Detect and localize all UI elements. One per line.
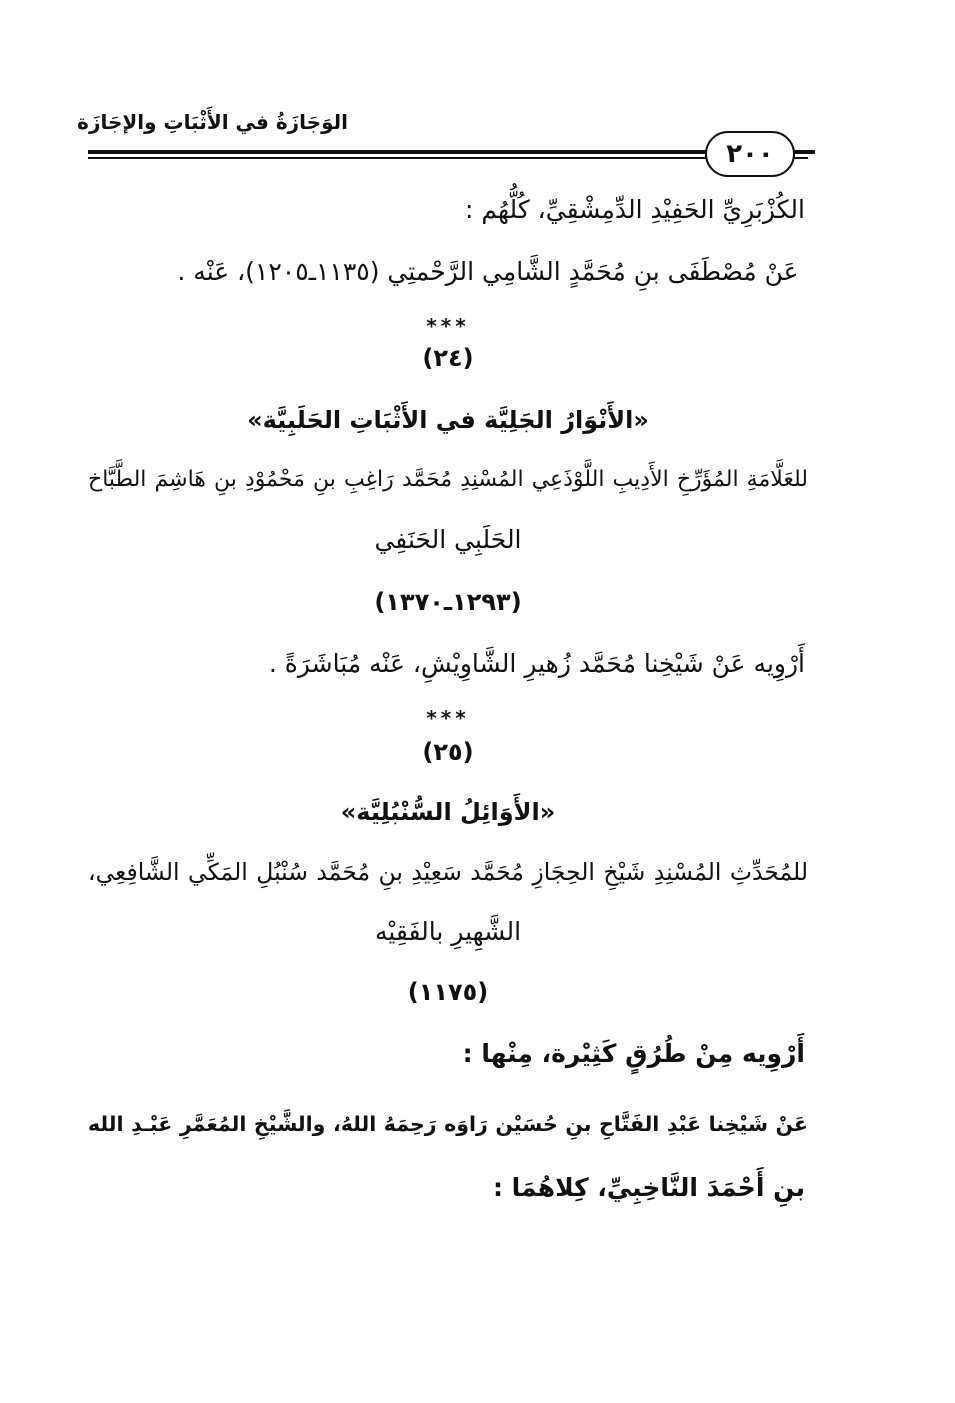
text-line: أَرْوِيه مِنْ طُرُقٍ كَثِيْرة، مِنْها : <box>462 1039 805 1068</box>
text-line: أَرْوِيه عَنْ شَيْخِنا مُحَمَّد زُهيرِ الشَّاوِيْشِ، عَنْه مُبَاشَرَةً . <box>268 649 805 678</box>
author-line: للمُحَدِّثِ المُسْنِدِ شَيْخِ الحِجَازِ مُحَمَّد سَعِيْدِ بنِ مُحَمَّد سُنْبُلِ المَكِّي الشَّافِعِي، <box>88 858 808 886</box>
author-dates: (١٢٩٣ـ١٣٧٠) <box>374 588 522 616</box>
section-separator: *** <box>426 314 470 338</box>
header-rule <box>88 150 808 154</box>
text-line: عَنْ شَيْخِنا عَبْدِ الفَتَّاحِ بنِ حُسَيْن رَاوَه رَحِمَهُ اللهُ، والشَّيْخِ المُعَمَّرِ عَبْـدِ الله <box>88 1112 808 1136</box>
section-separator: *** <box>426 706 470 730</box>
book-title: «الأَوَائِلُ السُّنْبُلِيَّة» <box>340 798 556 826</box>
running-title: الوَجَازَةُ في الأَثْبَاتِ والإجَازَة <box>77 110 348 134</box>
author-line: للعَلَّامَةِ المُؤَرِّخِ الأَدِيبِ اللَّوْذَعِي المُسْنِدِ مُحَمَّد رَاغِبِ بنِ مَحْمُوْدِ بنِ هَاشِمَ الطَّبَّاخ <box>88 467 808 492</box>
author-line: الحَلَبِي الحَنَفِي <box>374 525 522 554</box>
author-line: الشَّهِيرِ بالفَقِيْه <box>374 917 522 946</box>
text-line: بنِ أَحْمَدَ النَّاخِبِيِّ، كِلاهُمَا : <box>492 1173 805 1202</box>
page-number: ٢٠٠ <box>705 131 795 177</box>
text-line: عَنْ مُصْطَفَى بنِ مُحَمَّدٍ الشَّامِي الرَّحْمتِي (١١٣٥ـ١٢٠٥)، عَنْه . <box>177 257 799 286</box>
book-title: «الأَنْوَارُ الجَلِيَّة في الأَثْبَاتِ الحَلَبِيَّة» <box>247 406 649 434</box>
text-line: الكُزْبَرِيِّ الحَفِيْدِ الدِّمِشْقِيِّ، كُلُّهُم : <box>465 195 805 224</box>
section-number: (٢٥) <box>422 738 474 766</box>
header-rule-thin <box>88 157 808 159</box>
author-dates: (١١٧٥) <box>407 978 489 1006</box>
section-number: (٢٤) <box>422 344 474 372</box>
